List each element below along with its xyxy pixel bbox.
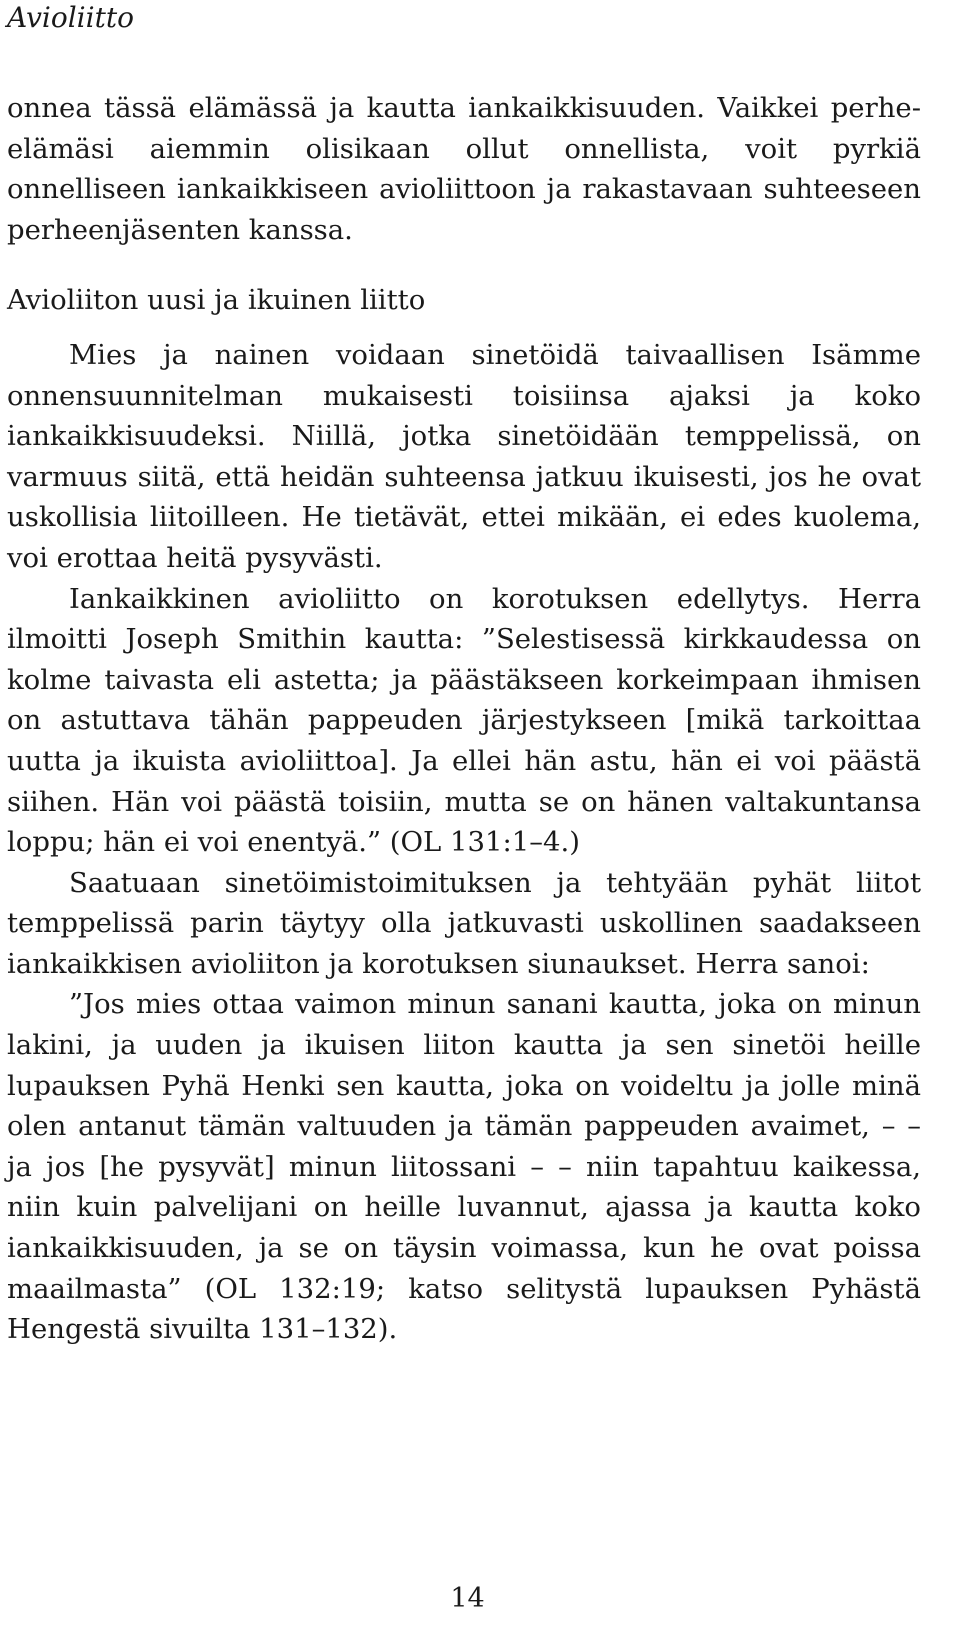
paragraph-continuation: onnea tässä elämässä ja kautta iankaikkisuuden. Vaikkei perhe-elämäsi aiemmin olisikaan ollut onnellista, voit pyrkiä onnelliseen iankaikkiseen avioliittoon ja rakastavaan suhteeseen perheenjäsenten kanssa. xyxy=(7,92,921,246)
paragraph: Iankaikkinen avioliitto on korotuksen edellytys. Herra ilmoitti Joseph Smithin kautta: ”Selestisessä kirkkaudessa on kolme taivasta eli astetta; ja päästäkseen korkeimpaan ihmisen on astuttava tähän pappeuden järjestykseen [mikä tarkoittaa uutta ja ikuista avioliittoa]. Ja ellei hän astu, hän ei voi päästä siihen. Hän voi päästä toisiin, mutta se on hänen valtakuntansa loppu; hän ei voi enentyä.” (OL 131:1–4.) xyxy=(7,582,921,859)
scripture-quote: ”Jos mies ottaa vaimon minun sanani kautta, joka on minun lakini, ja uuden ja ikuisen liiton kautta ja sen sinetöi heille lupauksen Pyhä Henki sen kautta, joka on voideltu ja jolle minä olen antanut tämän valtuuden ja tämän pappeuden avaimet, – – ja jos [he pysyvät] minun liitossani – – niin tapahtuu kaikessa, niin kuin palvelijani on heille luvannut, ajassa ja kautta koko iankaikkisuuden, ja se on täysin voimassa, kun he ovat poissa maailmasta” (OL 132:19; katso selitystä lupauksen Pyhästä Hengestä sivuilta 131–132). xyxy=(7,988,921,1346)
running-head: Avioliitto xyxy=(7,1,134,34)
section-heading: Avioliiton uusi ja ikuinen liitto xyxy=(7,284,426,317)
paragraph: Saatuaan sinetöimistoimituksen ja tehtyään pyhät liitot temppelissä parin täytyy olla jatkuvasti uskollinen saadakseen iankaikkisen avioliiton ja korotuksen siunaukset. Herra sanoi: xyxy=(7,866,921,980)
paragraph: Mies ja nainen voidaan sinetöidä taivaallisen Isämme onnensuunnitelman mukaisesti toisiinsa ajaksi ja koko iankaikkisuudeksi. Niillä, jotka sinetöidään temppelissä, on varmuus siitä, että heidän suhteensa jatkuu ikuisesti, jos he ovat uskollisia liitoilleen. He tietävät, ettei mikään, ei edes kuolema, voi erottaa heitä pysyvästi. xyxy=(7,338,921,574)
page-number: 14 xyxy=(450,1583,485,1614)
body-text xyxy=(7,88,921,1350)
